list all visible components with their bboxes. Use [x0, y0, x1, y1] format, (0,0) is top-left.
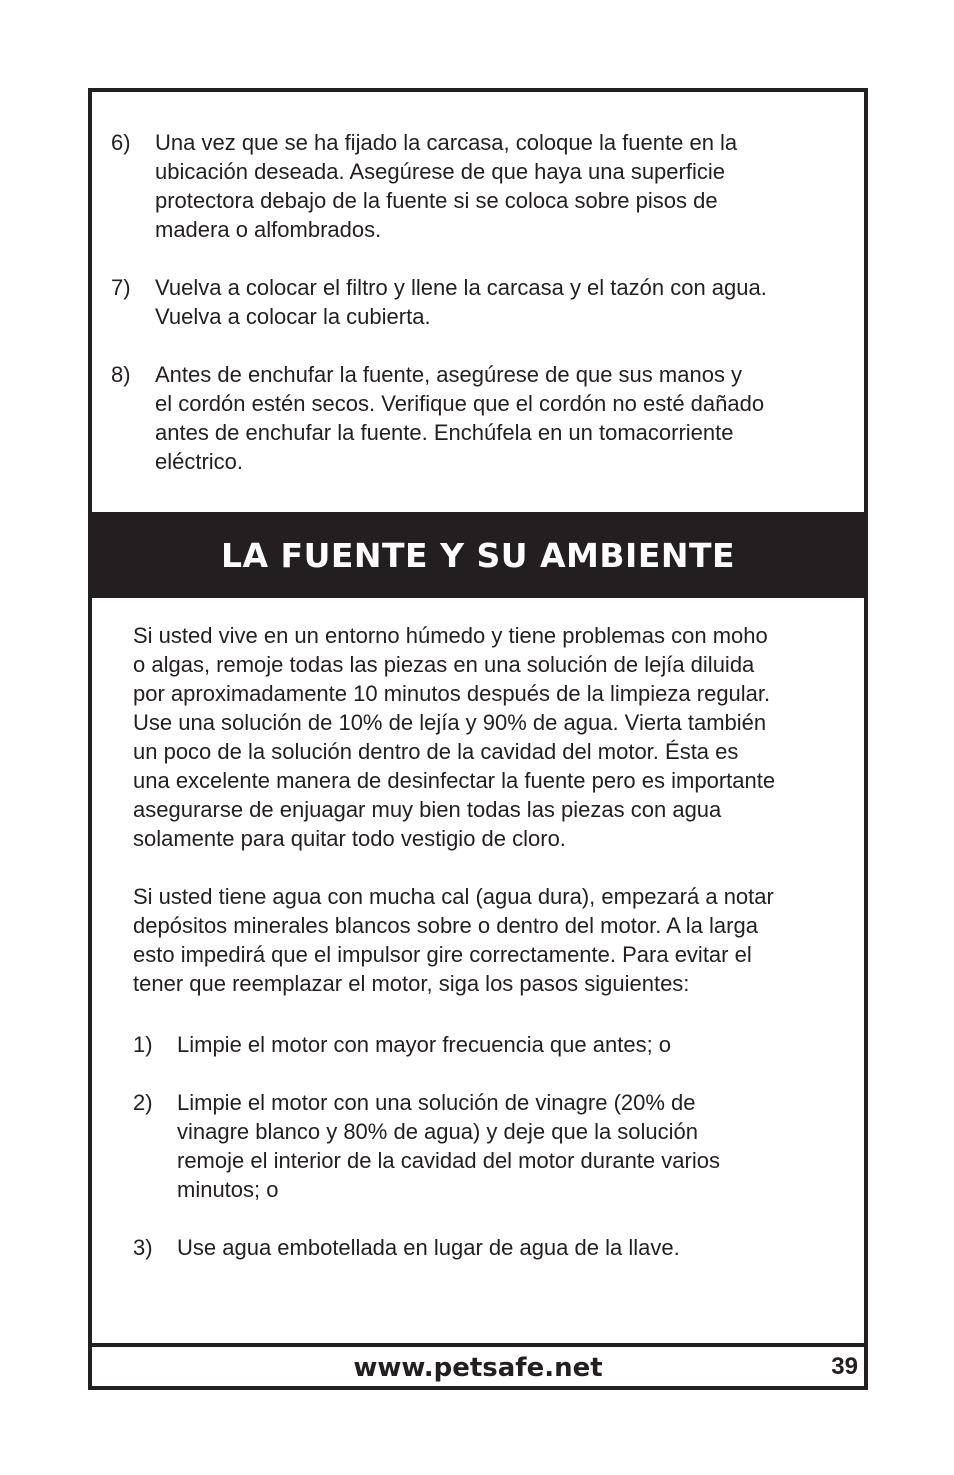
paragraph: Si usted vive en un entorno húmedo y tiene problemas con moho o algas, remoje todas las piezas en una solución de lejía diluida por aproximadamente 10 minutos después de la limpieza regular. Use una solución de 10% de lejía y 90% de agua. Vierta también un poco de la solución dentro de la cavidad del motor. Ésta es una excelente manera de desinfectar la fuente pero es importante asegurarse de enjuagar muy bien todas las piezas con agua solamente para quitar todo vestigio de cloro.	[133, 623, 776, 851]
footer	[92, 1347, 864, 1386]
steps-list	[133, 1030, 848, 1262]
item-number: 7)	[111, 275, 131, 300]
section-title: LA FUENTE Y SU AMBIENTE	[220, 535, 736, 575]
paragraph: Si usted tiene agua con mucha cal (agua dura), empezará a notar depósitos minerales blancos sobre o dentro del motor. A la larga esto impedirá que el impulsor gire correctamente. Para evitar el tener que reemplazar el motor, siga los pasos siguientes:	[133, 884, 774, 996]
list-item	[133, 1030, 848, 1059]
website-link[interactable]: www.petsafe.net	[353, 1353, 603, 1383]
list-item	[111, 273, 841, 331]
instruction-list-top	[111, 128, 841, 505]
item-number: 8)	[111, 362, 131, 387]
list-item	[111, 128, 841, 244]
item-text: Una vez que se ha fijado la carcasa, coloque la fuente en la ubicación deseada. Asegúrese de que haya una superficie protectora debajo de la fuente si se coloca sobre pisos de madera o alfombrados.	[155, 130, 738, 242]
page-frame	[88, 88, 868, 1390]
section-banner	[92, 512, 864, 598]
item-text: Limpie el motor con mayor frecuencia que antes; o	[177, 1032, 672, 1057]
list-item	[111, 360, 841, 476]
item-number: 6)	[111, 130, 131, 155]
list-item	[133, 1088, 848, 1204]
item-text: Vuelva a colocar el filtro y llene la carcasa y el tazón con agua. Vuelva a colocar la cubierta.	[155, 275, 767, 329]
section-body	[133, 621, 848, 1291]
item-number: 3)	[133, 1235, 153, 1260]
page-number: 39	[831, 1353, 858, 1380]
item-text: Antes de enchufar la fuente, asegúrese de que sus manos y el cordón estén secos. Verifique que el cordón no esté dañado antes de enchufar la fuente. Enchúfela en un tomacorriente eléctrico.	[155, 362, 765, 474]
list-item	[133, 1233, 848, 1262]
item-text: Limpie el motor con una solución de vinagre (20% de vinagre blanco y 80% de agua) y deje que la solución remoje el interior de la cavidad del motor durante varios minutos; o	[177, 1090, 720, 1202]
item-number: 1)	[133, 1032, 153, 1057]
item-number: 2)	[133, 1090, 153, 1115]
item-text: Use agua embotellada en lugar de agua de la llave.	[177, 1235, 680, 1260]
